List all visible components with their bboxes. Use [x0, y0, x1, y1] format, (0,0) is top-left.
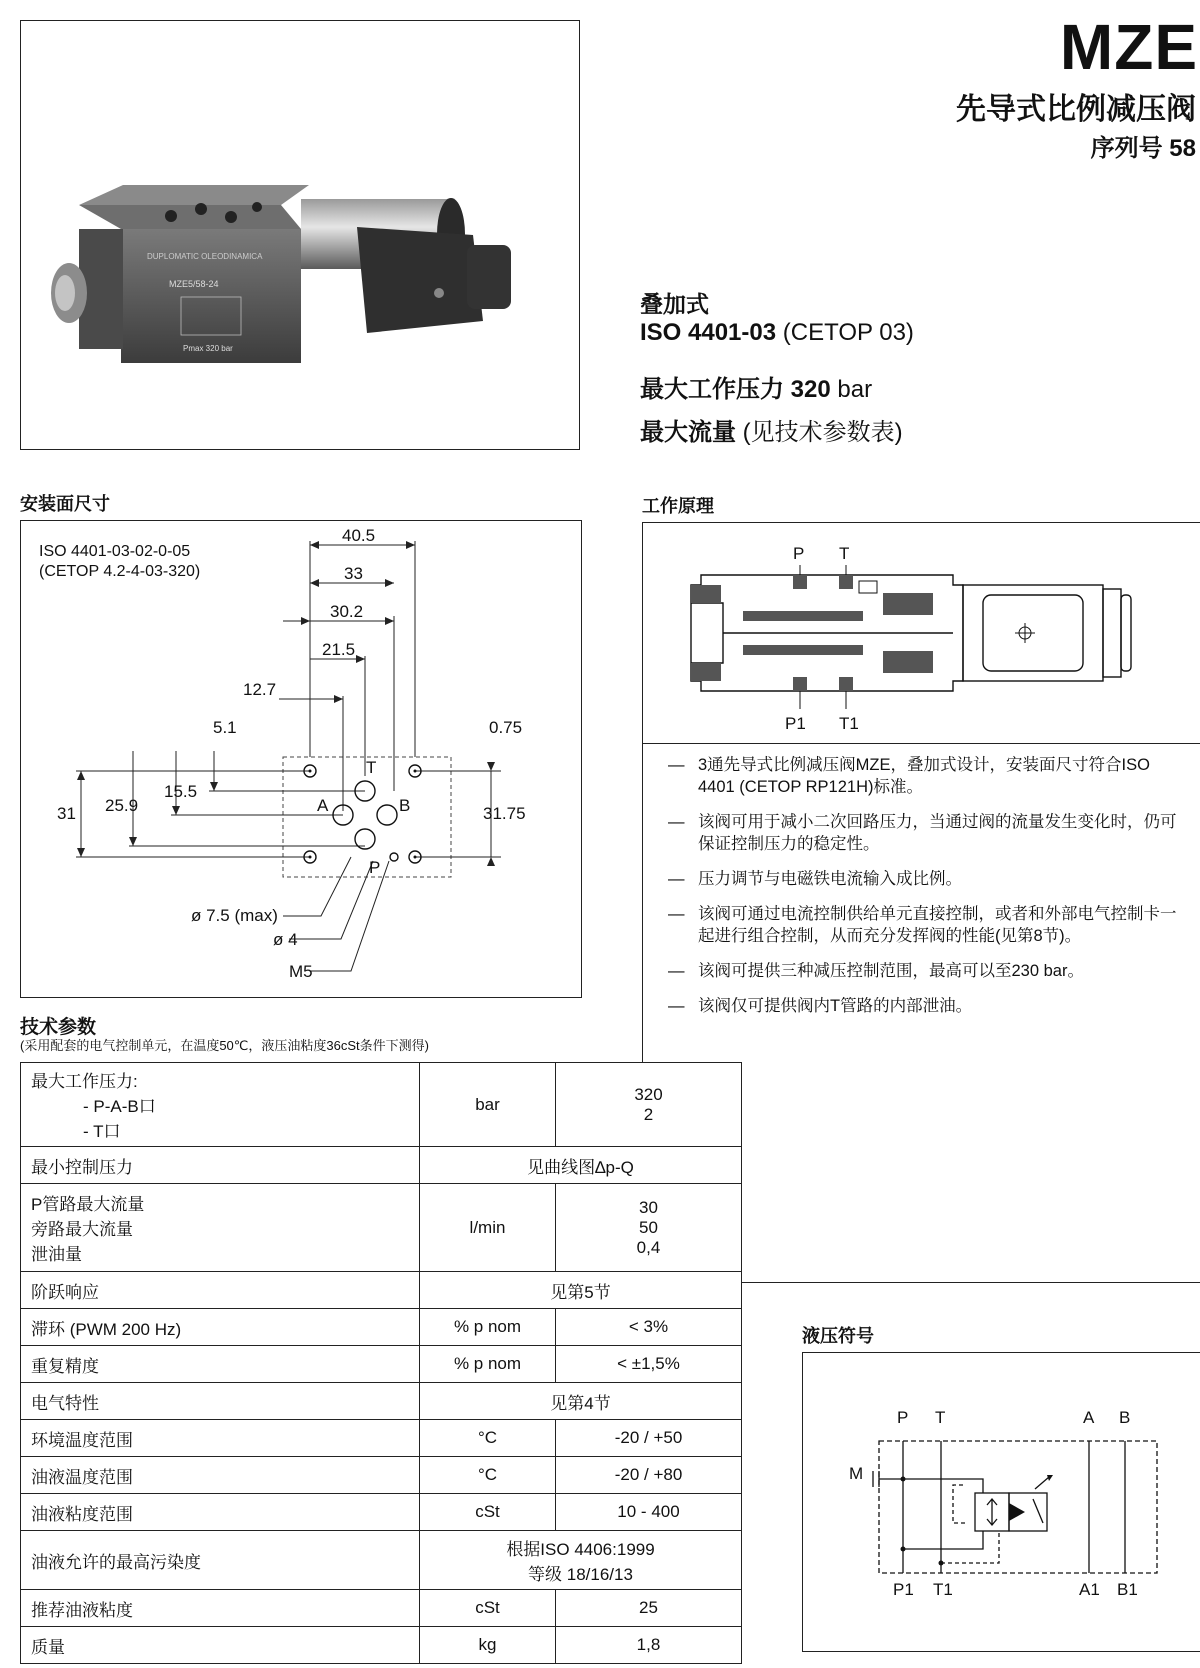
principle-divider — [642, 744, 643, 1062]
symbol-divider — [742, 1282, 1200, 1283]
table-row: 重复精度 % p nom < ±1,5% — [21, 1346, 742, 1383]
label-dia-4: ø 4 — [273, 930, 298, 949]
sym-a: A — [1083, 1408, 1095, 1427]
table-row: 环境温度范围 °C -20 / +50 — [21, 1420, 742, 1457]
principle-label-p1: P1 — [785, 714, 806, 733]
principle-label-t: T — [839, 544, 850, 563]
dim-31: 31 — [57, 804, 76, 823]
dim-12-7: 12.7 — [243, 680, 277, 699]
dim-31-75: 31.75 — [483, 804, 526, 823]
sym-m: M — [849, 1464, 864, 1483]
sym-a1: A1 — [1079, 1580, 1100, 1599]
port-p-label: P — [369, 858, 381, 877]
sym-t1: T1 — [933, 1580, 953, 1599]
principle-item-5: — 该阀可提供三种减压控制范围，最高可以至230 bar。 — [668, 960, 1188, 982]
tech-note: (采用配套的电气控制单元，在温度50℃，液压油粘度36cSt条件下测得) — [20, 1038, 429, 1053]
dim-5-1: 5.1 — [213, 718, 237, 737]
max-pressure: 最大工作压力 320 bar — [640, 376, 873, 403]
principle-item-4: — 该阀可通过电流控制供给单元直接控制，或者和外部电气控制卡一起进行组合控制，从而充分发挥阀的性能(见第8节)。 — [668, 903, 1188, 947]
table-row: 最小控制压力 见曲线图∆p-Q — [21, 1147, 742, 1184]
principle-diagram-frame — [642, 522, 1200, 744]
dim-25-9: 25.9 — [105, 796, 139, 815]
table-row: 油液粘度范围 cSt 10 - 400 — [21, 1494, 742, 1531]
sym-t: T — [935, 1408, 946, 1427]
sym-b: B — [1119, 1408, 1131, 1427]
photo-model-text: MZE5/58-24 — [169, 279, 219, 289]
photo-brand-text: DUPLOMATIC OLEODINAMICA — [147, 252, 263, 261]
port-a-label: A — [317, 796, 329, 815]
port-t-label: T — [366, 758, 377, 777]
table-row: 最大工作压力: - P-A-B口 - T口 bar 320 2 — [21, 1063, 742, 1147]
principle-item-2: — 该阀可用于减小二次回路压力，当通过阀的流量发生变化时，仍可保证控制压力的稳定性。 — [668, 811, 1188, 855]
mounting-diagram-frame — [20, 520, 582, 998]
tech-table — [20, 1062, 742, 1664]
hydraulic-symbol — [803, 1353, 1199, 1651]
principle-item-3: — 压力调节与电磁铁电流输入成比例。 — [668, 868, 1188, 890]
product-photo — [20, 20, 580, 450]
table-row: 阶跃响应 见第5节 — [21, 1272, 742, 1309]
label-m5: M5 — [289, 962, 313, 981]
product-name: 先导式比例减压阀 — [956, 93, 1196, 126]
principle-item-6: — 该阀仅可提供阀内T管路的内部泄油。 — [668, 995, 1188, 1017]
dim-30-2: 30.2 — [330, 602, 364, 621]
table-row: 滞环 (PWM 200 Hz) % p nom < 3% — [21, 1309, 742, 1346]
mounting-standard-2: (CETOP 4.2-4-03-320) — [39, 563, 201, 580]
iso-standard: ISO 4401-03 (CETOP 03) — [640, 319, 914, 346]
symbol-frame — [802, 1352, 1200, 1652]
tech-heading: 技术参数 — [20, 1017, 97, 1038]
photo-pmax-text: Pmax 320 bar — [183, 344, 233, 353]
principle-heading: 工作原理 — [642, 496, 714, 516]
table-row: 推荐油液粘度 cSt 25 — [21, 1590, 742, 1627]
sym-b1: B1 — [1117, 1580, 1138, 1599]
symbol-heading: 液压符号 — [802, 1326, 874, 1346]
principle-item-1: — 3通先导式比例减压阀MZE，叠加式设计，安装面尺寸符合ISO 4401 (CETOP RP121H)标准。 — [668, 754, 1188, 798]
mounting-heading: 安装面尺寸 — [20, 494, 110, 514]
label-dia-7-5: ø 7.5 (max) — [191, 906, 278, 925]
dim-33: 33 — [344, 564, 363, 583]
mounting-standard-1: ISO 4401-03-02-0-05 — [39, 543, 191, 560]
dim-21-5: 21.5 — [322, 640, 356, 659]
port-b-label: B — [399, 796, 411, 815]
dim-40-5: 40.5 — [342, 526, 376, 545]
principle-label-t1: T1 — [839, 714, 859, 733]
sym-p: P — [897, 1408, 909, 1427]
mounting-diagram — [21, 521, 581, 997]
product-series: 序列号 58 — [1090, 135, 1196, 162]
principle-section-drawing — [643, 523, 1200, 743]
table-row: 电气特性 见第4节 — [21, 1383, 742, 1420]
principle-list — [668, 754, 1188, 1030]
sym-p1: P1 — [893, 1580, 914, 1599]
table-row: 油液允许的最高污染度 根据ISO 4406:1999 等级 18/16/13 — [21, 1531, 742, 1590]
spec-block — [640, 286, 914, 447]
mount-type: 叠加式 — [640, 291, 709, 317]
principle-label-p: P — [793, 544, 805, 563]
table-row: 油液温度范围 °C -20 / +80 — [21, 1457, 742, 1494]
table-row: 质量 kg 1,8 — [21, 1627, 742, 1664]
max-flow: 最大流量 (见技术参数表) — [640, 419, 903, 446]
dim-15-5: 15.5 — [164, 782, 198, 801]
table-row: P管路最大流量 旁路最大流量 泄油量 l/min 30 50 0,4 — [21, 1184, 742, 1272]
dim-0-75: 0.75 — [489, 718, 523, 737]
product-code: MZE — [1059, 11, 1198, 83]
